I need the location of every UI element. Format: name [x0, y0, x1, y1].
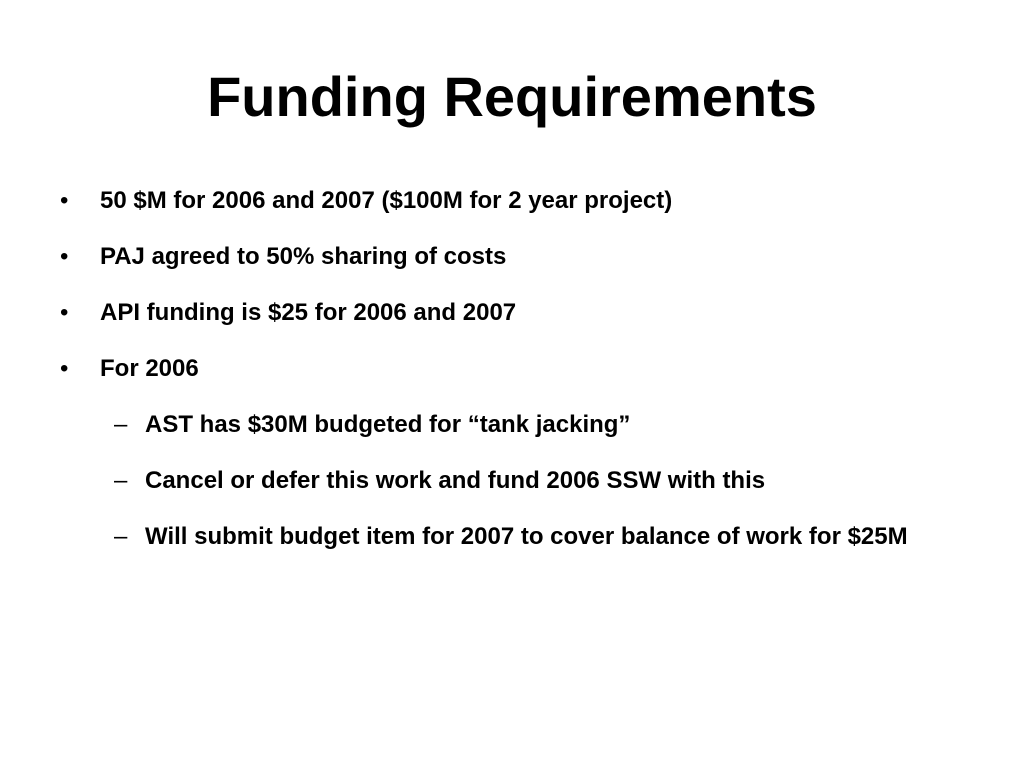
bullet-text: 50 $M for 2006 and 2007 ($100M for 2 year project): [100, 187, 673, 214]
bullet-marker: •: [60, 187, 69, 214]
bullet-marker: •: [60, 299, 69, 326]
bullet-marker: •: [60, 355, 69, 382]
sub-bullet-item: [60, 408, 925, 441]
dash-marker: –: [114, 523, 128, 550]
bullet-marker: •: [60, 243, 69, 270]
bullet-item: [60, 240, 960, 273]
sub-bullet-text: AST has $30M budgeted for “tank jacking”: [145, 411, 631, 438]
bullet-item: [60, 352, 960, 385]
sub-bullet-text: Will submit budget item for 2007 to cover balance of work for $25M: [145, 523, 908, 550]
bullet-text: For 2006: [100, 355, 199, 382]
bullet-item: [60, 184, 960, 217]
bullet-text: API funding is $25 for 2006 and 2007: [100, 299, 517, 326]
dash-marker: –: [114, 467, 128, 494]
sub-bullet-item: [60, 464, 925, 497]
slide-title: Funding Requirements: [207, 65, 817, 128]
bullet-text: PAJ agreed to 50% sharing of costs: [100, 243, 507, 270]
dash-marker: –: [114, 411, 128, 438]
sub-bullet-item: [60, 520, 925, 553]
bullet-list: [60, 184, 960, 576]
sub-bullet-text: Cancel or defer this work and fund 2006 SSW with this: [145, 467, 766, 494]
bullet-item: [60, 296, 960, 329]
